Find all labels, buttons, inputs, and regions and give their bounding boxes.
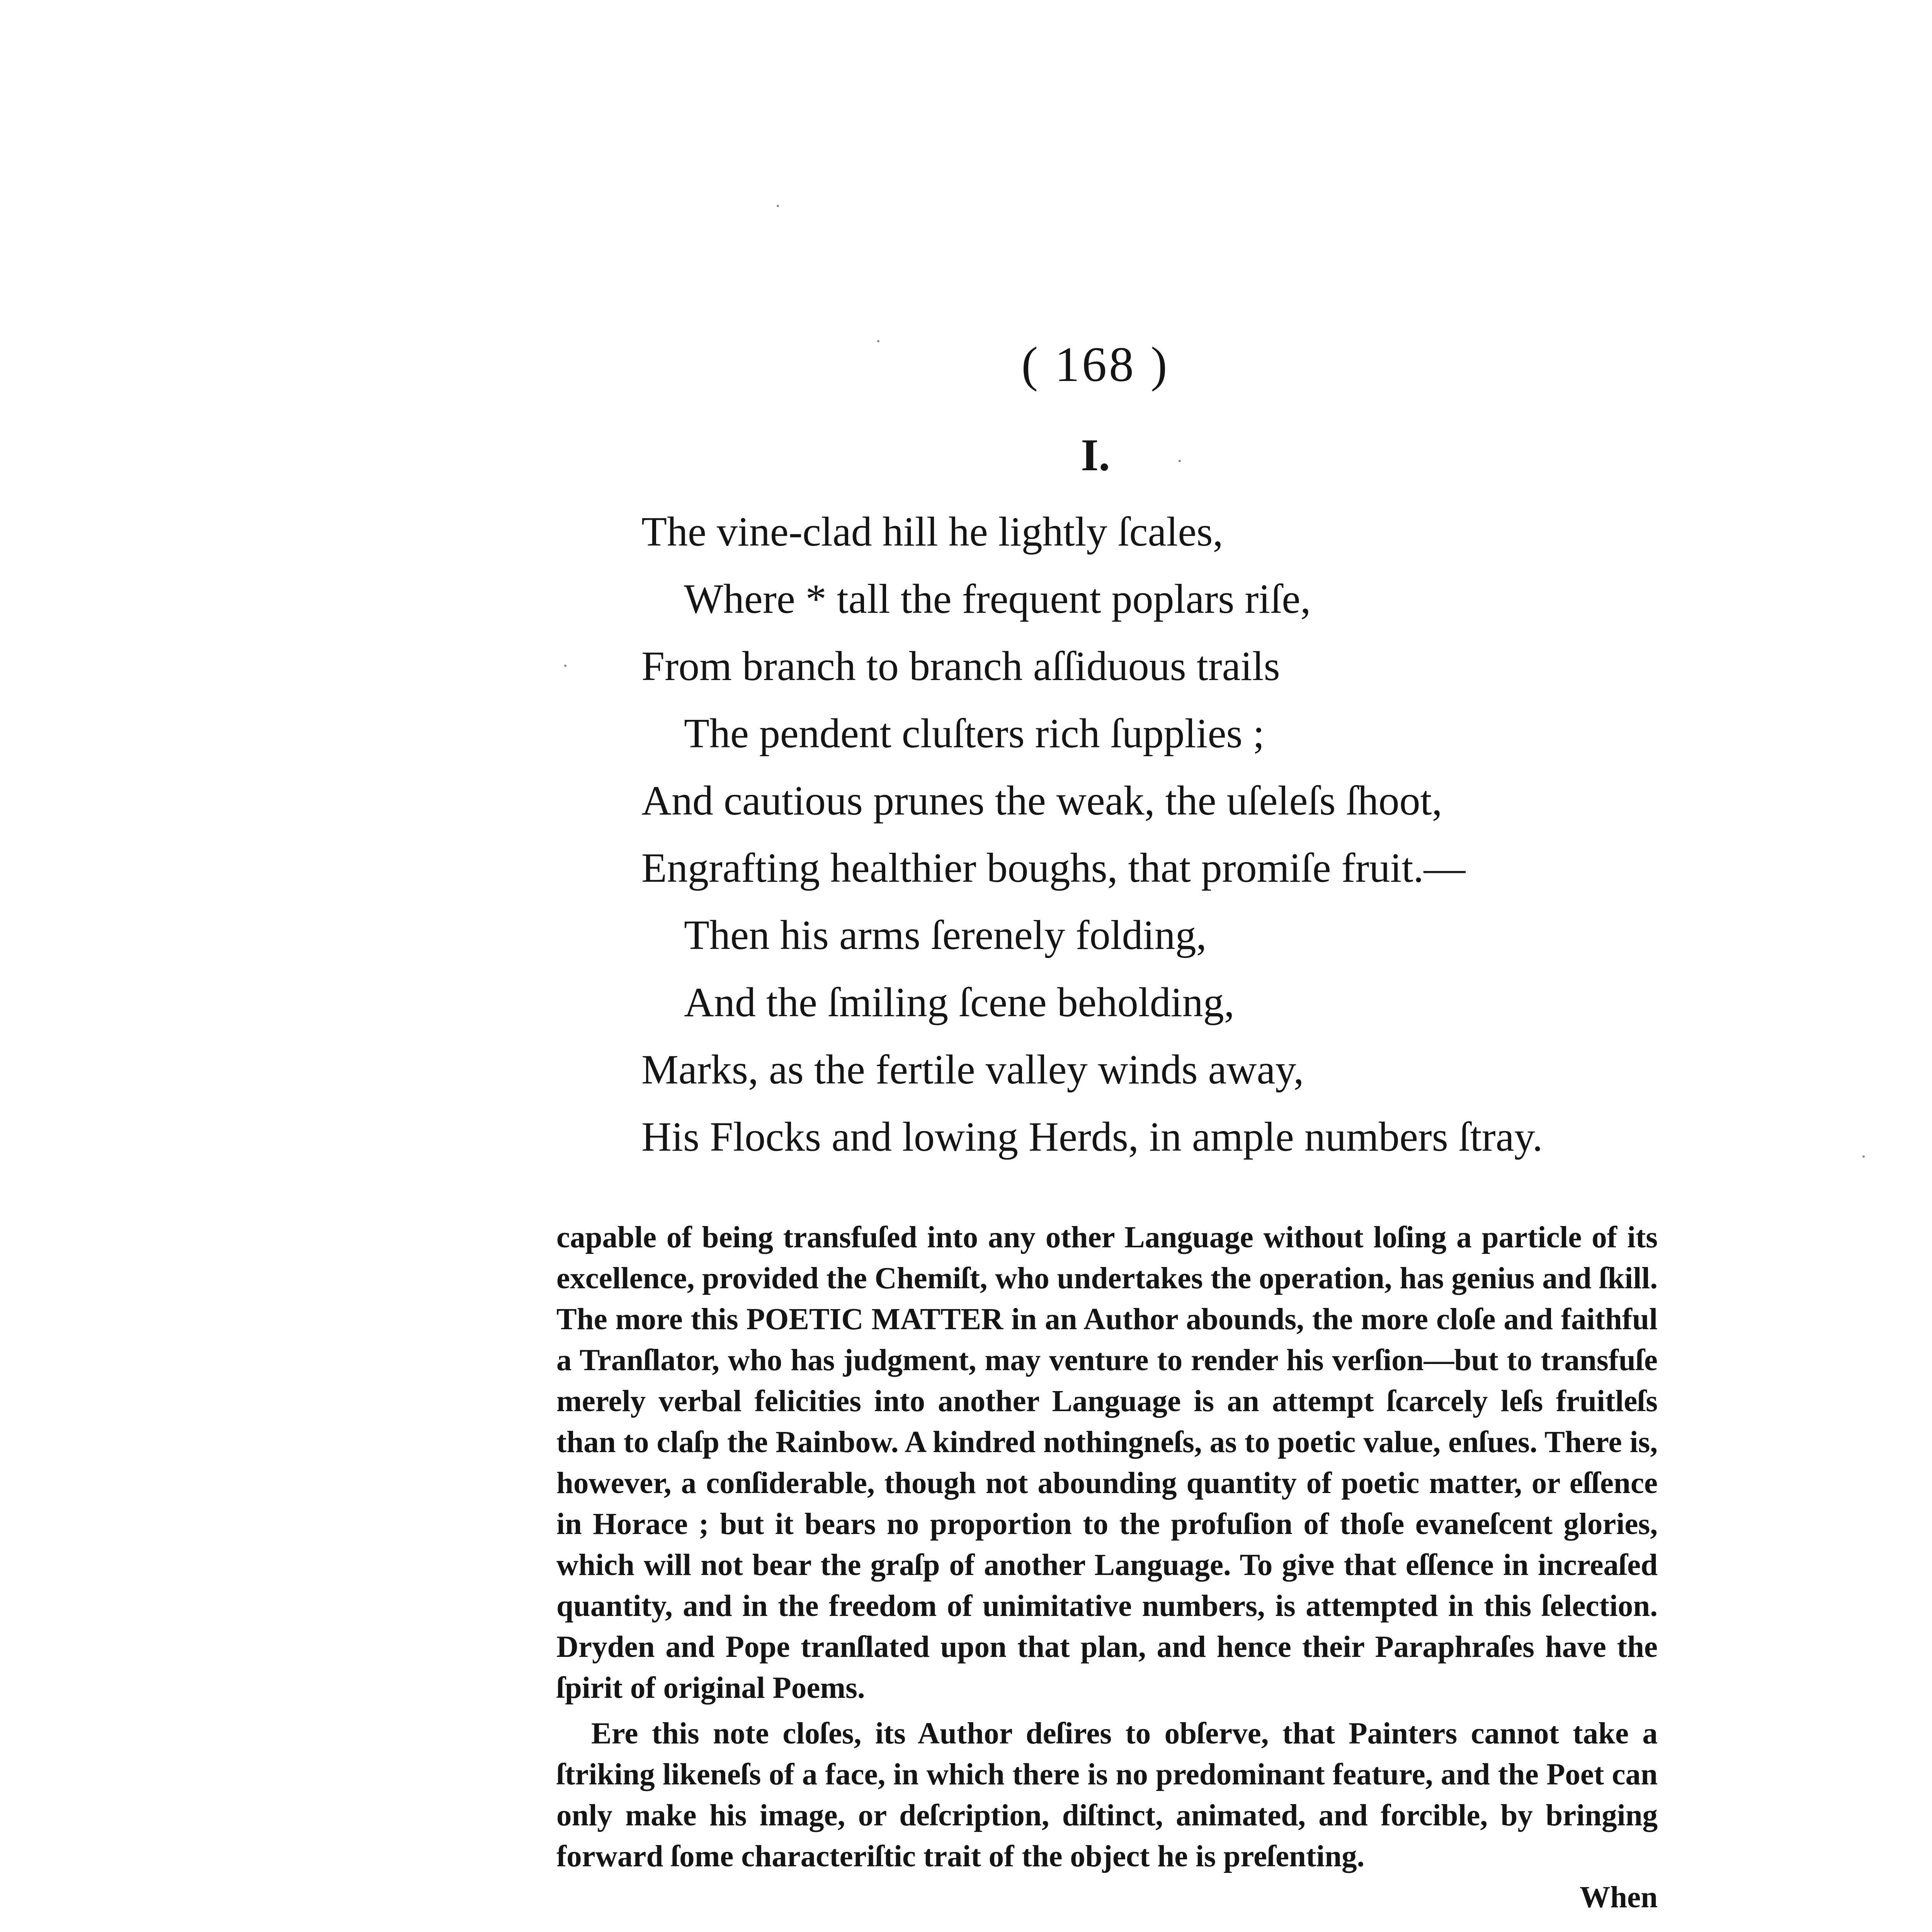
verse-line: And the ſmiling ſcene beholding, bbox=[684, 980, 1235, 1026]
prose-note bbox=[556, 1217, 1658, 1918]
page-number: ( 168 ) bbox=[1021, 337, 1170, 392]
note-paragraph-2: Ere this note cloſes, its Author deſires to obſerve, that Painters cannot take a ſtriking likeneſs of a face, in which there is no predominant feature, and the Poet can only make his image, or deſcription, diſtinct, animated, and forcible, by bringing forward ſome characteriſtic trait of the object he is preſenting. bbox=[556, 1717, 1658, 1873]
note-paragraph-1: capable of being transfuſed into any other Language without loſing a particle of its excellence, provided the Chemiſt, who undertakes the operation, has genius and ſkill. The more this POETIC MATTER in an Author abounds, the more cloſe and faithful a Tranſlator, who has judgment, may venture to render his verſion—but to transfuſe merely verbal felicities into another Language is an attempt ſcarcely leſs fruitleſs than to claſp the Rainbow. A kindred nothingneſs, as to poetic value, enſues. There is, however, a conſiderable, though not abounding quantity of poetic matter, or eſſence in Horace ; but it bears no proportion to the profuſion of thoſe evaneſcent glories, which will not bear the graſp of another Language. To give that eſſence in increaſed quantity, and in the freedom of unimitative numbers, is attempted in this ſelection. Dryden and Pope tranſlated upon that plan, and hence their Paraphraſes have the ſpirit of original Poems. bbox=[556, 1221, 1658, 1705]
verse-line: The vine-clad hill he lightly ſcales, bbox=[641, 509, 1223, 555]
verse-line: Then his arms ſerenely folding, bbox=[684, 912, 1207, 958]
paper-speck bbox=[1179, 460, 1181, 462]
verse-line: His Flocks and lowing Herds, in ample numbers ſtray. bbox=[641, 1114, 1543, 1160]
verse-line: Marks, as the fertile valley winds away, bbox=[641, 1047, 1304, 1093]
paper-speck bbox=[877, 340, 879, 342]
paper-speck bbox=[777, 205, 779, 207]
verse-line: And cautious prunes the weak, the uſeleſs ſhoot, bbox=[641, 778, 1442, 824]
poem-stanza bbox=[641, 498, 1878, 1171]
stanza-number: I. bbox=[1081, 430, 1110, 480]
verse-line: Engrafting healthier boughs, that promiſe fruit.— bbox=[641, 845, 1466, 891]
paper-speck bbox=[564, 665, 566, 667]
verse-line: The pendent cluſters rich ſupplies ; bbox=[684, 711, 1265, 757]
verse-line: From branch to branch aſſiduous trails bbox=[641, 643, 1280, 689]
paper-speck bbox=[1862, 1155, 1865, 1158]
verse-line: Where * tall the frequent poplars riſe, bbox=[684, 576, 1311, 622]
catchword: When bbox=[1580, 1881, 1658, 1914]
